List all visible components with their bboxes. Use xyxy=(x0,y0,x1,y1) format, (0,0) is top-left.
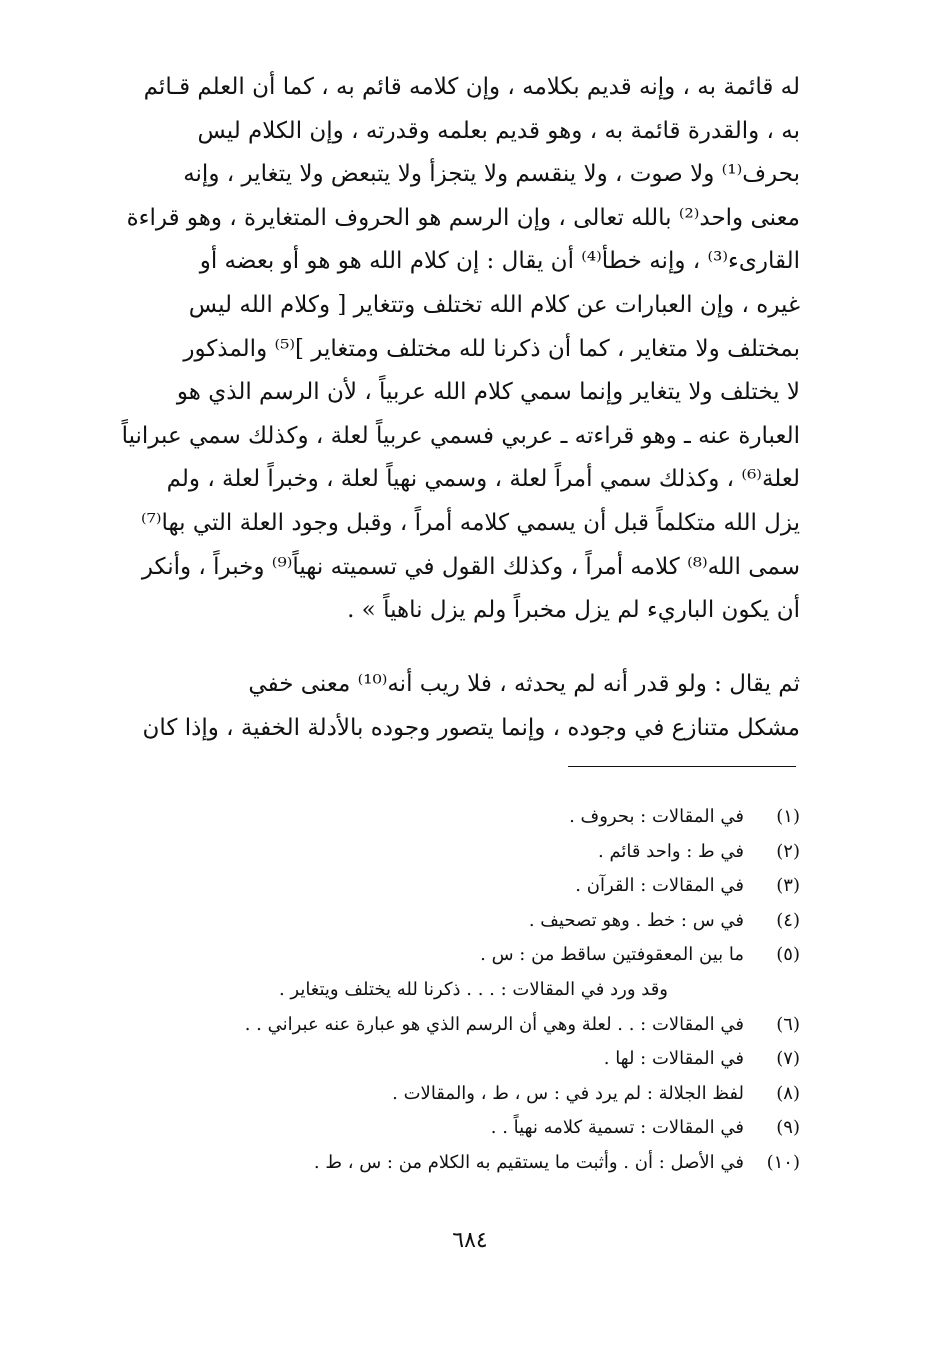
footnote-text: وقد ورد في المقالات : . . . ذكرنا لله يختلف ويتغاير . xyxy=(278,978,668,1000)
text-line: ثم يقال : ولو قدر أنه لم يحدثه ، فلا ريب أنه⁽¹⁰⁾ معنى خفي xyxy=(248,671,800,697)
footnote-text: في الأصل : أن . وأثبت ما يستقيم به الكلام من : س ، ط . xyxy=(313,1151,744,1173)
footnote xyxy=(150,1077,800,1112)
footnote xyxy=(150,869,800,904)
footnote-number: (٢) xyxy=(776,840,800,862)
footnote-number: (٤) xyxy=(776,909,800,931)
footnote xyxy=(150,1146,800,1181)
footnotes xyxy=(150,800,800,1181)
text-line: العبارة عنه ـ وهو قراءته ـ عربي فسمي عربياً لعلة ، وكذلك سمي عبرانياً xyxy=(121,422,800,449)
footnote xyxy=(150,835,800,870)
footnote-text: في المقالات : بحروف . xyxy=(569,806,744,827)
text-line: يزل الله متكلماً قبل أن يسمي كلامه أمراً ، وقبل وجود العلة التي بها⁽⁷⁾ xyxy=(140,509,800,536)
text-line: مشكل متنازع في وجوده ، وإنما يتصور وجوده بالأدلة الخفية ، وإذا كان xyxy=(142,715,800,741)
footnote-separator xyxy=(568,766,796,767)
footnote xyxy=(150,1042,800,1077)
footnote-number: (٨) xyxy=(776,1082,800,1104)
footnote-text: في المقالات : القرآن . xyxy=(575,875,744,897)
second-paragraph xyxy=(88,662,800,750)
footnote-number: (١) xyxy=(776,806,800,827)
footnote-number: (٦) xyxy=(776,1013,800,1035)
footnote-text: في المقالات : . . لعلة وهي أن الرسم الذي هو عبارة عنه عبراني . . xyxy=(244,1013,744,1035)
text-line: سمى الله⁽⁸⁾ كلامه أمراً ، وكذلك القول في تسميته نهياً⁽⁹⁾ وخبراً ، وأنكر xyxy=(141,553,800,580)
main-paragraph xyxy=(88,66,800,633)
footnote xyxy=(150,938,800,973)
text-line: به ، والقدرة قائمة به ، وهو قديم بعلمه وقدرته ، وإن الكلام ليس xyxy=(197,117,800,144)
footnote-text: في المقالات : تسمية كلامه نهياً . . xyxy=(490,1117,744,1139)
text-line: لا يختلف ولا يتغاير وإنما سمي كلام الله عربياً ، لأن الرسم الذي هو xyxy=(176,379,800,406)
text-line: غيره ، وإن العبارات عن كلام الله تختلف وتتغاير [ وكلام الله ليس xyxy=(188,291,800,318)
footnote-text: في المقالات : لها . xyxy=(603,1048,744,1070)
footnote-number xyxy=(744,973,800,1008)
footnote xyxy=(150,800,800,835)
footnote-text: ما بين المعقوفتين ساقط من : س . xyxy=(480,944,744,966)
page-number: ٦٨٤ xyxy=(452,1228,488,1253)
footnote-number: (٣) xyxy=(776,875,800,897)
footnote-text: في س : خط . وهو تصحيف . xyxy=(528,909,744,931)
text-line: معنى واحد⁽²⁾ بالله تعالى ، وإن الرسم هو الحروف المتغايرة ، وهو قراءة xyxy=(126,204,800,231)
text-line: أن يكون الباريء لم يزل مخبراً ولم يزل ناهياً » . xyxy=(347,597,800,624)
footnote-number: (١٠) xyxy=(766,1151,800,1173)
footnote-number: (٧) xyxy=(776,1048,800,1070)
text-line: القارىء⁽³⁾ ، وإنه خطأ⁽⁴⁾ أن يقال : إن كلام الله هو هو أو بعضه أو xyxy=(199,248,800,275)
footnote-text: لفظ الجلالة : لم يرد في : س ، ط ، والمقالات . xyxy=(392,1082,744,1104)
footnote xyxy=(150,1111,800,1146)
text-line: بمختلف ولا متغاير ، كما أن ذكرنا لله مختلف ومتغاير ]⁽⁵⁾ والمذكور xyxy=(183,335,800,362)
footnote-text: في ط : واحد قائم . xyxy=(598,840,744,862)
text-line: لعلة⁽⁶⁾ ، وكذلك سمي أمراً لعلة ، وسمي نهياً لعلة ، وخبراً لعلة ، ولم xyxy=(166,466,800,493)
text-line: له قائمة به ، وإنه قديم بكلامه ، وإن كلامه قائم به ، كما أن العلم قـائم xyxy=(143,74,800,100)
footnote-continuation xyxy=(150,973,800,1008)
text-line: بحرف⁽¹⁾ ولا صوت ، ولا ينقسم ولا يتجزأ ولا يتبعض ولا يتغاير ، وإنه xyxy=(183,161,800,188)
footnote xyxy=(150,1008,800,1043)
footnote xyxy=(150,904,800,939)
footnote-number: (٩) xyxy=(776,1117,800,1139)
footnote-number: (٥) xyxy=(776,944,800,966)
